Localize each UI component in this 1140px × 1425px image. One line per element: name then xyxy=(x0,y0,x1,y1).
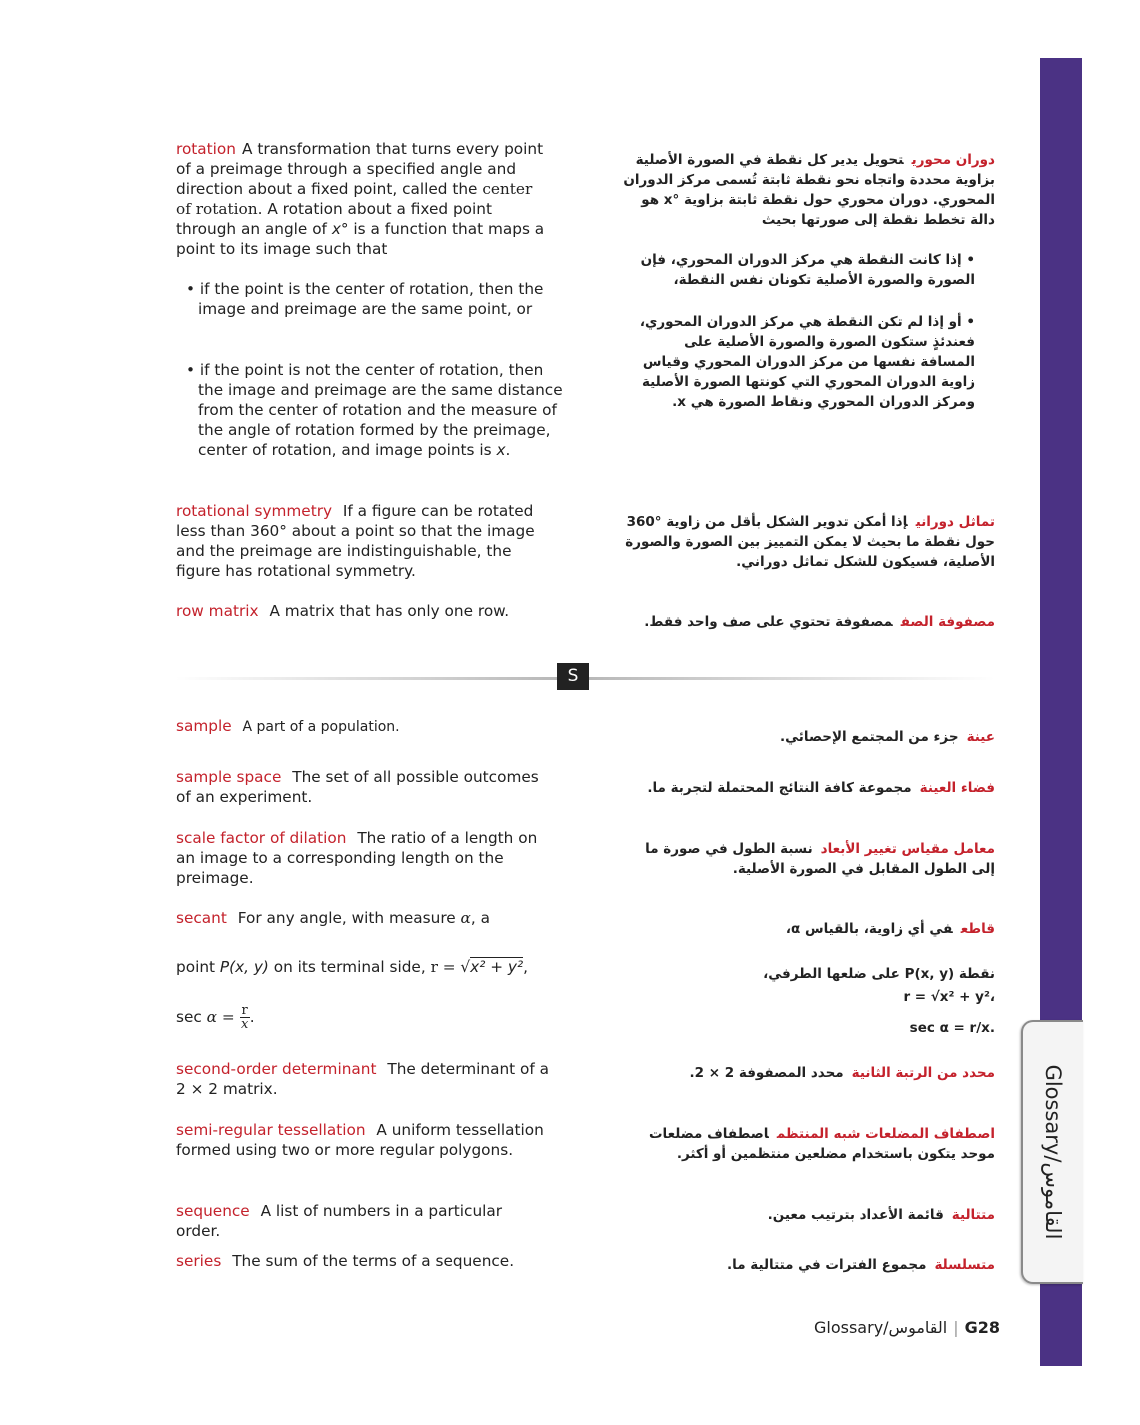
entry-scale-factor-ar: معامل مقياس تغيير الأبعادنسبة الطول في صورة ما إلى الطول المقابل في الصورة الأصلية. xyxy=(645,841,995,877)
term-sample-ar: عينة xyxy=(966,729,995,745)
secant-fraction: $\frac{r}{x}$ xyxy=(240,1003,249,1032)
footer-label: Glossary/القاموس xyxy=(814,1318,948,1337)
term-semi-regular: semi-regular tessellation xyxy=(176,1121,366,1139)
page-number: G28 xyxy=(964,1318,1000,1337)
term-rotational-symmetry-ar: تماثل دوراني xyxy=(915,514,995,530)
secant-line-2-en: point P(x, y) on its terminal side, r = √x² + y², xyxy=(176,958,528,976)
term-series: series xyxy=(176,1252,222,1270)
section-letter-s: S xyxy=(557,663,589,690)
secant-line-3-en: sec α = $\frac{r}{x}$ . xyxy=(176,1003,255,1032)
entry-rotational-symmetry-ar: تماثل دورانيإذا أمكن تدوير الشكل بأقل من زاوية °360 حول نقطة ما بحيث لا يمكن التمييز بين الصورة والصورة الأصلية، فسيكون للشكل تماثل دوراني. xyxy=(625,514,995,570)
entry-sample-en: sample A part of a population. xyxy=(176,717,400,735)
term-sample: sample xyxy=(176,717,232,735)
secant-line-3-ar: ،r = √x² + y² xyxy=(903,989,995,1005)
term-row-matrix-ar: مصفوفة الصف xyxy=(900,614,995,630)
term-sample-space: sample space xyxy=(176,768,282,786)
entry-row-matrix-ar: مصفوفة الصفمصفوفة تحتوي على صف واحد فقط. xyxy=(644,614,995,630)
term-series-ar: متسلسلة xyxy=(934,1257,995,1273)
entry-series-en: series The sum of the terms of a sequence. xyxy=(176,1252,515,1270)
term-rotation: rotation xyxy=(176,140,236,158)
entry-series-ar: متسلسلةمجموع الفترات في متتالية ما. xyxy=(727,1257,995,1273)
entry-sample-space-en: sample space The set of all possible outcomes of an experiment. xyxy=(176,768,539,806)
term-semi-regular-ar: اصطفاف المضلعات شبه المنتظم xyxy=(776,1126,995,1142)
rotation-bullet-2-en: • if the point is not the center of rotation, then the image and preimage are the same distance from the center of rotation and the measure of the angle of rotation formed by the preimage, center of rotation, and image points is x. xyxy=(186,361,563,459)
entry-scale-factor-en: scale factor of dilation The ratio of a length on an image to a corresponding length on the preimage. xyxy=(176,829,538,887)
entry-row-matrix-en: row matrix A matrix that has only one row. xyxy=(176,602,510,620)
entry-second-order-en: second-order determinant The determinant of a 2 × 2 matrix. xyxy=(176,1060,549,1098)
rotation-bullet-1-ar: • إذا كانت النقطة هي مركز الدوران المحوري، فإن الصورة والصورة الأصلية تكونان نفس النقطة، xyxy=(640,252,975,288)
secant-line-2-ar: نقطة P(x, y) على ضلعها الطرفي، xyxy=(763,966,995,982)
section-divider-right xyxy=(589,677,995,680)
term-scale-factor-ar: معامل مقياس تغيير الأبعاد xyxy=(820,841,995,857)
section-divider-left xyxy=(176,677,557,680)
footer-separator: | xyxy=(953,1318,959,1337)
term-second-order: second-order determinant xyxy=(176,1060,377,1078)
entry-rotation-ar: دوران محوريتحويل يدير كل نقطة في الصورة الأصلية بزاوية محددة واتجاه نحو نقطة ثابتة تُسمى مركز الدوران المحوري. دوران محوري حول نقطة ثابتة بزاوية °x هو دالة تخطط نقطة إلى صورتها بحيث xyxy=(623,152,995,228)
entry-semi-regular-ar: اصطفاف المضلعات شبه المنتظماصطفاف مضلعات موحد يتكون باستخدام مضلعين منتظمين أو أكثر. xyxy=(648,1126,995,1162)
term-secant-ar: قاطع xyxy=(960,921,995,937)
rotation-bullet-1-en: • if the point is the center of rotation, then the image and preimage are the same point, or xyxy=(186,280,544,318)
term-sample-space-ar: فضاء العينة xyxy=(919,780,995,796)
page-footer xyxy=(814,1318,1000,1337)
term-second-order-ar: محدد من الرتبة الثانية xyxy=(851,1065,995,1081)
term-sequence: sequence xyxy=(176,1202,250,1220)
entry-secant-ar: قاطعفي أي زاوية، بالقياس α، xyxy=(785,921,995,937)
entry-rotation-en: rotation A transformation that turns every point of a preimage through a specified angle and direction about a fixed point, called the center of rotation. A rotation about a fixed point through an angle of x° is a function that maps a point to its image such that xyxy=(176,140,545,258)
rotation-bullet-2-ar: • أو إذا لم تكن النقطة هي مركز الدوران المحوري، فعندئذٍ ستكون الصورة والصورة الأصلية على المسافة نفسها من مركز الدوران المحوري وقياس زاوية الدوران المحوري التي كونتها الصورة الأصلية ومركز الدوران المحوري ونقاط الصورة هي x. xyxy=(639,314,975,410)
entry-sequence-ar: متتاليةقائمة الأعداد بترتيب معين. xyxy=(767,1207,995,1223)
secant-line-4-ar: .sec α = r/x xyxy=(909,1020,995,1036)
term-row-matrix: row matrix xyxy=(176,602,259,620)
entry-sequence-en: sequence A list of numbers in a particular order. xyxy=(176,1202,503,1240)
term-sequence-ar: متتالية xyxy=(951,1207,995,1223)
entry-second-order-ar: محدد من الرتبة الثانيةمحدد المصفوفة 2 × 2. xyxy=(689,1065,995,1081)
term-secant: secant xyxy=(176,909,227,927)
term-scale-factor: scale factor of dilation xyxy=(176,829,347,847)
glossary-tab-label: Glossary/القاموس xyxy=(1041,1064,1065,1240)
term-rotation-ar: دوران محوري xyxy=(911,152,995,168)
entry-sample-space-ar: فضاء العينةمجموعة كافة النتائج المحتملة لتجربة ما. xyxy=(647,780,995,796)
term-rotational-symmetry: rotational symmetry xyxy=(176,502,333,520)
entry-rotational-symmetry-en: rotational symmetry If a figure can be rotated less than 360° about a point so that the image and the preimage are indistinguishable, the figure has rotational symmetry. xyxy=(176,502,535,580)
entry-secant-en: secant For any angle, with measure α, a xyxy=(176,909,490,927)
glossary-side-tab[interactable] xyxy=(1021,1020,1083,1284)
entry-sample-ar: عينةجزء من المجتمع الإحصائي. xyxy=(780,729,995,745)
entry-semi-regular-en: semi-regular tessellation A uniform tessellation formed using two or more regular polygons. xyxy=(176,1121,544,1159)
